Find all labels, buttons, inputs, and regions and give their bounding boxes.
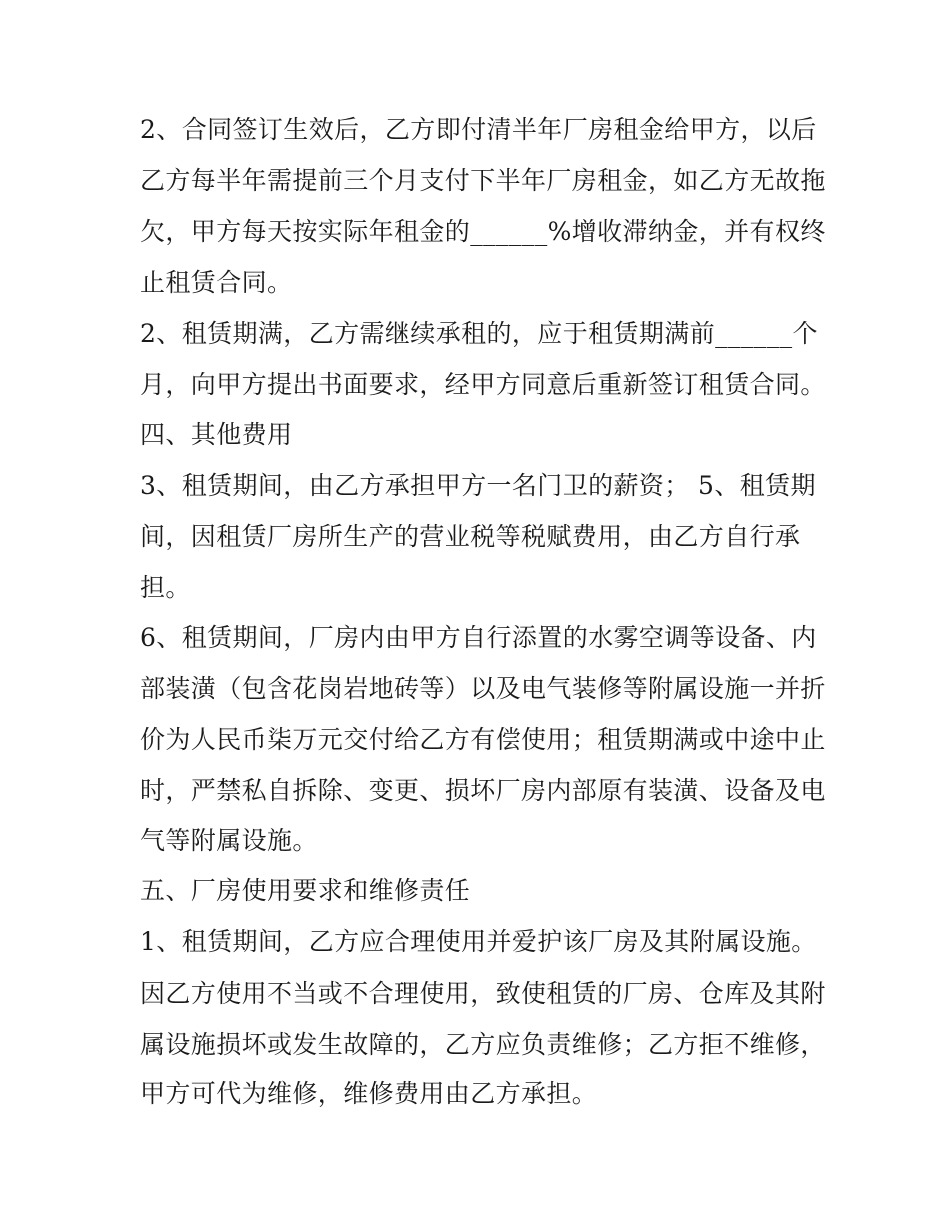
text-line: 气等附属设施。 <box>140 826 318 855</box>
text-line: 欠，甲方每天按实际年租金的______%增收滞纳金，并有权终 <box>140 217 826 246</box>
text-line: 担。 <box>140 573 191 602</box>
section-heading: 四、其他费用 <box>140 420 293 449</box>
text-line: 因乙方使用不当或不合理使用，致使租赁的厂房、仓库及其附 <box>140 979 826 1008</box>
text-line: 1、租赁期间，乙方应合理使用并爱护该厂房及其附属设施。 <box>140 927 817 956</box>
text-line: 价为人民币柒万元交付给乙方有偿使用；租赁期满或中途中止 <box>140 725 826 754</box>
text-line: 月，向甲方提出书面要求，经甲方同意后重新签订租赁合同。 <box>140 370 826 399</box>
text-line: 2、合同签订生效后，乙方即付清半年厂房租金给甲方，以后 <box>140 115 817 144</box>
text-line: 乙方每半年需提前三个月支付下半年厂房租金，如乙方无故拖 <box>140 166 826 195</box>
text-line: 部装潢（包含花岗岩地砖等）以及电气装修等附属设施一并折 <box>140 674 826 703</box>
text-line: 3、租赁期间，由乙方承担甲方一名门卫的薪资； 5、租赁期 <box>140 471 816 500</box>
text-line: 时，严禁私自拆除、变更、损坏厂房内部原有装潢、设备及电 <box>140 776 826 805</box>
text-line: 6、租赁期间，厂房内由甲方自行添置的水雾空调等设备、内 <box>140 623 817 652</box>
text-line: 间，因租赁厂房所生产的营业税等税赋费用，由乙方自行承 <box>140 522 801 551</box>
text-line: 甲方可代为维修，维修费用由乙方承担。 <box>140 1079 598 1108</box>
text-line: 止租赁合同。 <box>140 268 293 297</box>
section-heading: 五、厂房使用要求和维修责任 <box>140 876 471 905</box>
text-line: 属设施损坏或发生故障的，乙方应负责维修；乙方拒不维修， <box>140 1030 826 1059</box>
text-line: 2、租赁期满，乙方需继续承租的，应于租赁期满前______个 <box>140 319 818 348</box>
